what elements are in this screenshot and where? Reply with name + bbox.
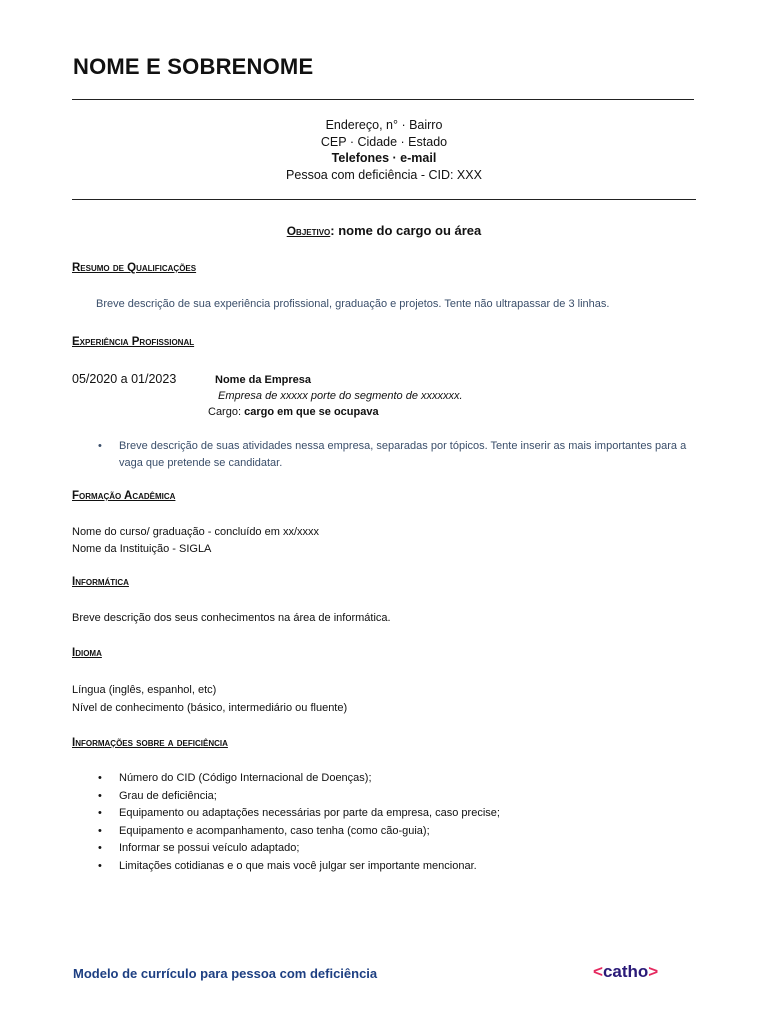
list-item <box>72 858 500 876</box>
language-block <box>72 681 347 717</box>
disability-bullets <box>72 770 500 876</box>
cep-line: CEP · Cidade · Estado <box>320 134 448 149</box>
disability-bullet-text: Equipamento ou adaptações necessárias por parte da empresa, caso precise; <box>119 807 500 820</box>
bullet-icon: • <box>98 859 102 872</box>
bullet-icon: • <box>98 824 102 837</box>
experience-period: 05/2020 a 01/2023 <box>72 372 177 386</box>
language-level: Nível de conhecimento (básico, intermediário ou fluente) <box>72 702 348 714</box>
bullet-icon: • <box>98 842 102 855</box>
company-description: Empresa de xxxxx porte do segmento de xxxxxxx. <box>218 390 463 402</box>
company-name: Nome da Empresa <box>215 374 311 386</box>
bullet-icon: • <box>98 772 102 784</box>
objective-colon: : <box>330 223 335 238</box>
disability-bullet-text: Informar se possui veículo adaptado; <box>119 842 300 855</box>
experience-heading: Experiência Profissional <box>72 336 195 348</box>
address-line: Endereço, n° · Bairro <box>325 118 443 132</box>
phones-email-line: Telefones · e-mail <box>331 151 437 165</box>
list-item <box>72 823 500 841</box>
role-label: Cargo: <box>208 406 242 418</box>
summary-heading: Resumo de Qualificações <box>72 262 197 274</box>
experience-bullet-text: Breve descrição de suas atividades nessa empresa, separadas por tópicos. Tente inserir as mais importantes para a vaga que pretende se candidatar. <box>119 440 687 469</box>
objective-line <box>72 223 696 238</box>
list-item <box>72 788 500 806</box>
objective-label: Objetivo <box>286 224 331 238</box>
header-bottom-divider <box>72 199 696 200</box>
list-item <box>72 770 500 788</box>
education-course: Nome do curso/ graduação - concluído em xx/xxxx <box>72 526 320 538</box>
disability-bullet-text: Limitações cotidianas e o que mais você julgar ser importante mencionar. <box>119 859 477 872</box>
bullet-icon: • <box>98 807 102 820</box>
education-block <box>72 524 319 557</box>
computing-text: Breve descrição dos seus conhecimentos na área de informática. <box>72 612 391 624</box>
role-value: cargo em que se ocupava <box>244 406 379 418</box>
logo-chevron-left-icon: < <box>593 962 603 981</box>
computing-heading: Informática <box>72 576 129 588</box>
objective-text: nome do cargo ou área <box>334 223 482 238</box>
logo-wordmark: catho <box>602 962 649 981</box>
summary-text: Breve descrição de sua experiência profissional, graduação e projetos. Tente não ultrapassar de 3 linhas. <box>96 298 610 310</box>
bullet-icon: • <box>98 440 102 452</box>
list-item <box>72 840 500 858</box>
contact-block <box>72 117 696 183</box>
list-item <box>72 805 500 823</box>
logo-chevron-right-icon: > <box>648 962 659 981</box>
education-heading: Formação Acadêmica <box>72 490 176 502</box>
disability-bullet-text: Grau de deficiência; <box>119 789 217 802</box>
education-institution: Nome da Instituição - SIGLA <box>72 542 212 555</box>
catho-logo <box>593 962 658 982</box>
disability-bullet-text: Número do CID (Código Internacional de Doenças); <box>119 772 372 784</box>
footer-title: Modelo de currículo para pessoa com deficiência <box>73 966 378 981</box>
disability-line: Pessoa com deficiência - CID: XXX <box>286 167 482 182</box>
bullet-icon: • <box>98 789 102 802</box>
header-top-divider <box>72 99 694 100</box>
disability-heading: Informações sobre a deficiência <box>72 737 228 749</box>
disability-bullet-text: Equipamento e acompanhamento, caso tenha (como cão-guia); <box>119 824 430 837</box>
language-heading: Idioma <box>72 647 102 659</box>
candidate-name: NOME E SOBRENOME <box>73 54 314 79</box>
role-line <box>208 404 379 421</box>
language-name: Língua (inglês, espanhol, etc) <box>72 684 217 696</box>
list-item <box>72 438 692 471</box>
experience-bullets <box>72 438 692 471</box>
